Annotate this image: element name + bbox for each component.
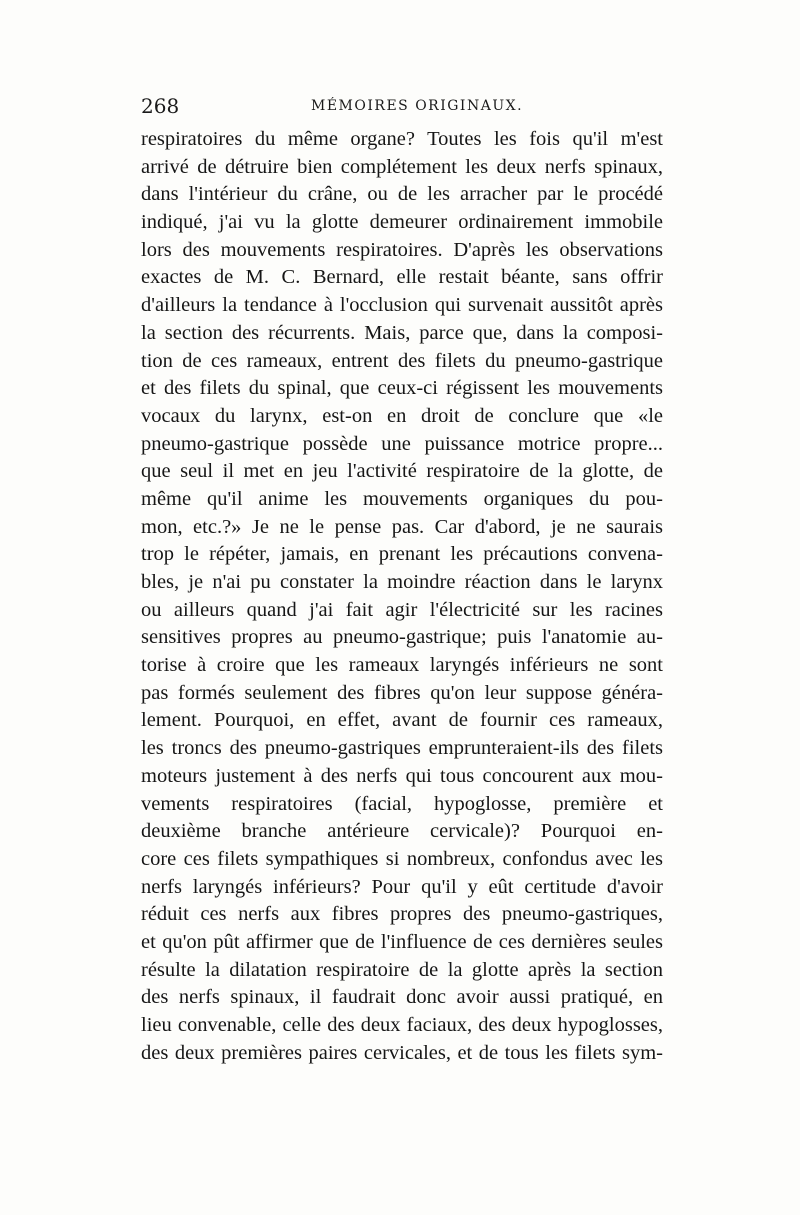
text-line: indiqué, j'ai vu la glotte demeurer ordinairement immobile <box>141 211 663 234</box>
text-line: deuxième branche antérieure cervicale)? Pourquoi en- <box>141 820 663 843</box>
text-line: les troncs des pneumo-gastriques emprunteraient-ils des filets <box>141 737 663 760</box>
text-line: arrivé de détruire bien complétement les deux nerfs spinaux, <box>141 155 663 178</box>
text-line: et qu'on pût affirmer que de l'influence de ces dernières seules <box>141 930 663 953</box>
text-line: tion de ces rameaux, entrent des filets du pneumo-gastrique <box>141 349 663 372</box>
running-head <box>141 94 661 118</box>
text-line: bles, je n'ai pu constater la moindre réaction dans le larynx <box>141 571 663 593</box>
text-line: vements respiratoires (facial, hypoglosse, première et <box>141 792 663 815</box>
text-line: ou ailleurs quand j'ai fait agir l'électricité sur les racines <box>141 598 663 621</box>
text-line: vocaux du larynx, est-on en droit de conclure que «le <box>141 404 663 427</box>
text-line: même qu'il anime les mouvements organiques du pou- <box>141 487 663 510</box>
text-line: trop le répéter, jamais, en prenant les précautions convena- <box>141 543 663 566</box>
text-line: la section des récurrents. Mais, parce que, dans la composi- <box>141 321 663 344</box>
body-text <box>141 126 663 1067</box>
text-line: core ces filets sympathiques si nombreux, confondus avec les <box>141 847 663 870</box>
text-line: mon, etc.?» Je ne le pense pas. Car d'abord, je ne saurais <box>141 515 663 538</box>
text-line: pneumo-gastrique possède une puissance motrice propre... <box>141 432 663 455</box>
page-number: 268 <box>141 94 180 118</box>
text-line: et des filets du spinal, que ceux-ci régissent les mouvements <box>141 377 663 400</box>
text-line: que seul il met en jeu l'activité respiratoire de la glotte, de <box>141 460 663 483</box>
text-line: des nerfs spinaux, il faudrait donc avoir aussi pratiqué, en <box>141 986 663 1009</box>
text-line: lieu convenable, celle des deux faciaux, des deux hypoglosses, <box>141 1014 663 1036</box>
text-line: lement. Pourquoi, en effet, avant de fournir ces rameaux, <box>141 709 663 732</box>
text-line: des deux premières paires cervicales, et de tous les filets sym- <box>141 1041 663 1064</box>
text-line: lors des mouvements respiratoires. D'après les observations <box>141 238 663 261</box>
text-line: résulte la dilatation respiratoire de la glotte après la section <box>141 958 663 981</box>
text-line: pas formés seulement des fibres qu'on leur suppose généra- <box>141 681 663 704</box>
running-title: MÉMOIRES ORIGINAUX. <box>311 98 524 114</box>
text-line: d'ailleurs la tendance à l'occlusion qui survenait aussitôt après <box>141 294 663 317</box>
text-line: sensitives propres au pneumo-gastrique; puis l'anatomie au- <box>141 626 663 649</box>
text-line: torise à croire que les rameaux laryngés inférieurs ne sont <box>141 654 663 677</box>
text-line: nerfs laryngés inférieurs? Pour qu'il y eût certitude d'avoir <box>141 875 663 898</box>
text-line: respiratoires du même organe? Toutes les fois qu'il m'est <box>141 128 663 150</box>
text-line: dans l'intérieur du crâne, ou de les arracher par le procédé <box>141 183 663 206</box>
text-line: exactes de M. C. Bernard, elle restait béante, sans offrir <box>141 266 663 289</box>
text-line: moteurs justement à des nerfs qui tous concourent aux mou- <box>141 764 663 787</box>
text-line: réduit ces nerfs aux fibres propres des pneumo-gastriques, <box>141 903 663 926</box>
